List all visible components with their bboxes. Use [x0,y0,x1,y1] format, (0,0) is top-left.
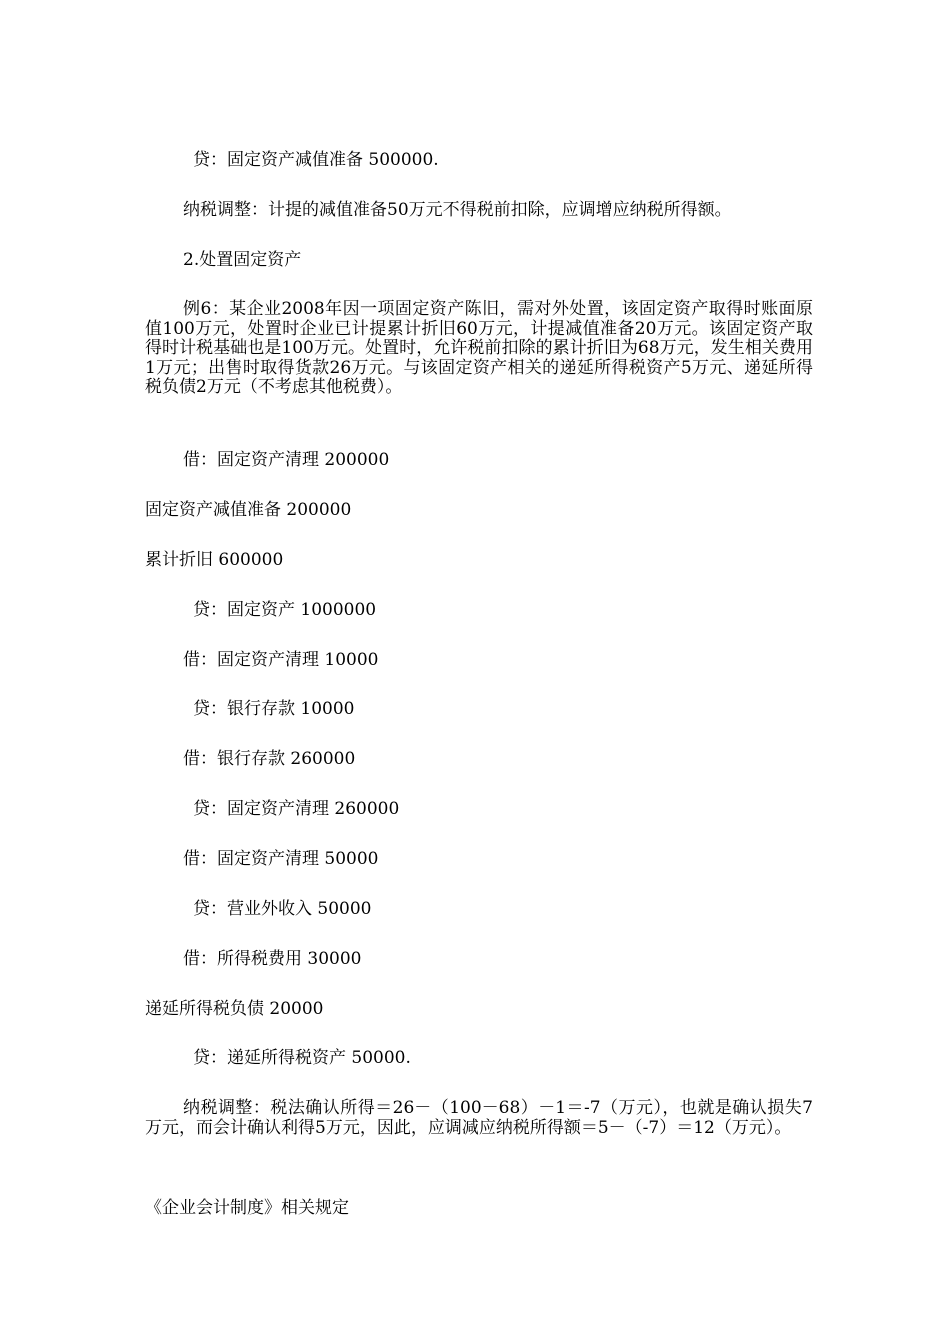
journal-line: 借：固定资产清理 10000 [183,650,379,670]
journal-line: 贷：固定资产清理 260000 [193,799,400,819]
journal-line: 贷：营业外收入 50000 [193,899,372,919]
journal-line: 借：银行存款 260000 [183,749,356,769]
journal-line: 贷：银行存款 10000 [193,699,355,719]
journal-line: 累计折旧 600000 [145,550,284,570]
journal-line: 借：固定资产清理 50000 [183,849,379,869]
journal-line: 递延所得税负债 20000 [145,999,324,1019]
section-heading: 2.处置固定资产 [183,250,302,270]
tax-adjustment-paragraph: 纳税调整：税法确认所得＝26－（100－68）－1＝-7（万元），也就是确认损失7万元，而会计确认利得5万元，因此，应调减应纳税所得额＝5－（-7）＝12（万元）。 [145,1098,813,1138]
journal-line: 借：所得税费用 30000 [183,949,362,969]
journal-line: 借：固定资产清理 200000 [183,450,390,470]
tax-adjustment-line: 纳税调整：计提的减值准备50万元不得税前扣除，应调增应纳税所得额。 [183,200,732,220]
journal-line: 贷：递延所得税资产 50000. [193,1048,411,1068]
journal-line: 固定资产减值准备 200000 [145,500,352,520]
regulation-heading: 《企业会计制度》相关规定 [145,1198,349,1218]
credit-impairment-line: 贷：固定资产减值准备 500000. [193,150,439,170]
example-6-paragraph: 例6：某企业2008年因一项固定资产陈旧，需对外处置，该固定资产取得时账面原值100万元，处置时企业已计提累计折旧60万元，计提减值准备20万元。该固定资产取得时计税基础也是100万元。处置时，允许税前扣除的累计折旧为68万元，发生相关费用1万元；出售时取得货款26万元。与该固定资产相关的递延所得税资产5万元、递延所得税负债2万元（不考虑其他税费）。 [145,299,813,397]
journal-line: 贷：固定资产 1000000 [193,600,377,620]
